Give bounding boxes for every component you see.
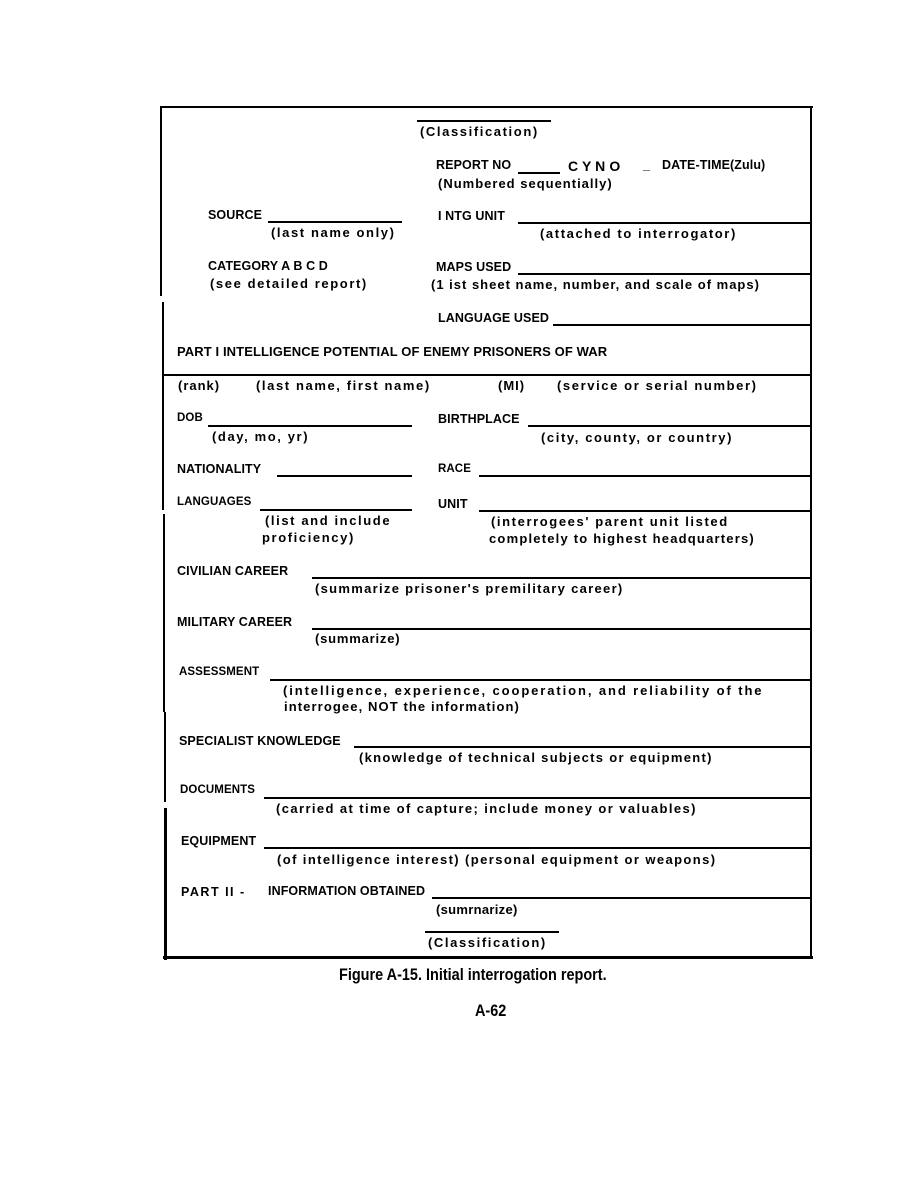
source-field[interactable] <box>268 221 402 223</box>
documents-field[interactable] <box>264 797 810 799</box>
part2-hint: (sumrnarize) <box>436 902 518 917</box>
part2-label: INFORMATION OBTAINED <box>268 884 426 898</box>
report-no-label: REPORT NO <box>436 158 512 172</box>
birthplace-field[interactable] <box>528 425 810 427</box>
classification-top-line <box>417 120 551 122</box>
source-hint: (last name only) <box>271 225 396 240</box>
maps-used-hint: (1 ist sheet name, number, and scale of maps) <box>431 277 760 292</box>
language-used-label: LANGUAGE USED <box>438 311 550 325</box>
military-career-label: MILITARY CAREER <box>177 615 293 629</box>
frame-right-border <box>810 106 812 958</box>
classification-bottom: (Classification) <box>428 935 547 950</box>
race-field[interactable] <box>479 475 810 477</box>
numbered-hint: (Numbered sequentially) <box>438 176 613 191</box>
specialist-knowledge-hint: (knowledge of technical subjects or equipment) <box>359 750 713 765</box>
part1-heading: PART I INTELLIGENCE POTENTIAL OF ENEMY PRISONERS OF WAR <box>177 344 608 359</box>
assessment-hint-2: interrogee, NOT the information) <box>284 699 520 714</box>
rank-hint: (rank) <box>178 378 221 393</box>
maps-used-label: MAPS USED <box>436 260 512 274</box>
name-hint: (last name, first name) <box>256 378 431 393</box>
languages-field[interactable] <box>260 509 412 511</box>
languages-hint-2: proficiency) <box>262 530 355 545</box>
languages-label: LANGUAGES <box>177 496 252 508</box>
language-used-field[interactable] <box>553 324 810 326</box>
page-number: A-62 <box>475 1001 507 1020</box>
report-no-field[interactable] <box>518 172 560 174</box>
civilian-career-field[interactable] <box>312 577 810 579</box>
part2-prefix: PART II - <box>181 885 246 899</box>
intg-unit-field[interactable] <box>518 222 810 224</box>
unit-hint-1: (interrogees' parent unit listed <box>491 514 729 529</box>
nationality-label: NATIONALITY <box>177 462 262 476</box>
frame-left-border-2 <box>162 302 164 510</box>
cy-no-label: C Y N O <box>568 158 621 174</box>
figure-caption: Figure A-15. Initial interrogation report. <box>339 965 607 984</box>
assessment-hint-1: (intelligence, experience, cooperation, and reliability of the <box>283 683 764 698</box>
intg-unit-hint: (attached to interrogator) <box>540 226 737 241</box>
birthplace-label: BIRTHPLACE <box>438 412 520 426</box>
unit-hint-2: completely to highest headquarters) <box>489 531 755 546</box>
dob-hint: (day, mo, yr) <box>212 429 310 444</box>
unit-label: UNIT <box>438 497 468 511</box>
part2-field[interactable] <box>432 897 810 899</box>
languages-hint-1: (list and include <box>265 513 392 528</box>
civilian-career-hint: (summarize prisoner's premilitary career) <box>315 581 624 596</box>
civilian-career-label: CIVILIAN CAREER <box>177 564 289 578</box>
assessment-label: ASSESSMENT <box>179 666 260 678</box>
classification-top: (Classification) <box>420 124 539 139</box>
equipment-field[interactable] <box>264 847 810 849</box>
cy-no-field[interactable]: _ <box>643 158 651 172</box>
category-label: CATEGORY A B C D <box>208 259 328 273</box>
dob-label: DOB <box>177 412 203 424</box>
race-label: RACE <box>438 463 471 475</box>
equipment-label: EQUIPMENT <box>181 834 257 848</box>
part1-divider <box>162 374 810 376</box>
documents-label: DOCUMENTS <box>180 784 256 796</box>
frame-left-border-3 <box>163 514 165 712</box>
birthplace-hint: (city, county, or country) <box>541 430 734 445</box>
specialist-knowledge-field[interactable] <box>354 746 810 748</box>
assessment-field[interactable] <box>270 679 810 681</box>
equipment-hint: (of intelligence interest) (personal equipment or weapons) <box>277 852 717 867</box>
category-hint: (see detailed report) <box>210 276 368 291</box>
mi-hint: (MI) <box>498 378 526 393</box>
date-time-label: DATE-TIME(Zulu) <box>662 158 766 172</box>
unit-field[interactable] <box>479 510 810 512</box>
specialist-knowledge-label: SPECIALIST KNOWLEDGE <box>179 734 341 748</box>
maps-used-field[interactable] <box>518 273 810 275</box>
intg-unit-label: I NTG UNIT <box>438 209 505 223</box>
military-career-field[interactable] <box>312 628 810 630</box>
nationality-field[interactable] <box>277 475 412 477</box>
frame-bottom-border <box>163 956 813 959</box>
dob-field[interactable] <box>208 425 412 427</box>
frame-left-border-4 <box>164 712 166 802</box>
frame-left-border-5 <box>164 808 167 960</box>
classification-bottom-line <box>425 931 559 933</box>
frame-top-border <box>160 106 813 108</box>
military-career-hint: (summarize) <box>315 631 401 646</box>
documents-hint: (carried at time of capture; include money or valuables) <box>276 801 697 816</box>
service-hint: (service or serial number) <box>557 378 758 393</box>
source-label: SOURCE <box>208 208 263 222</box>
frame-left-border-1 <box>160 106 162 296</box>
